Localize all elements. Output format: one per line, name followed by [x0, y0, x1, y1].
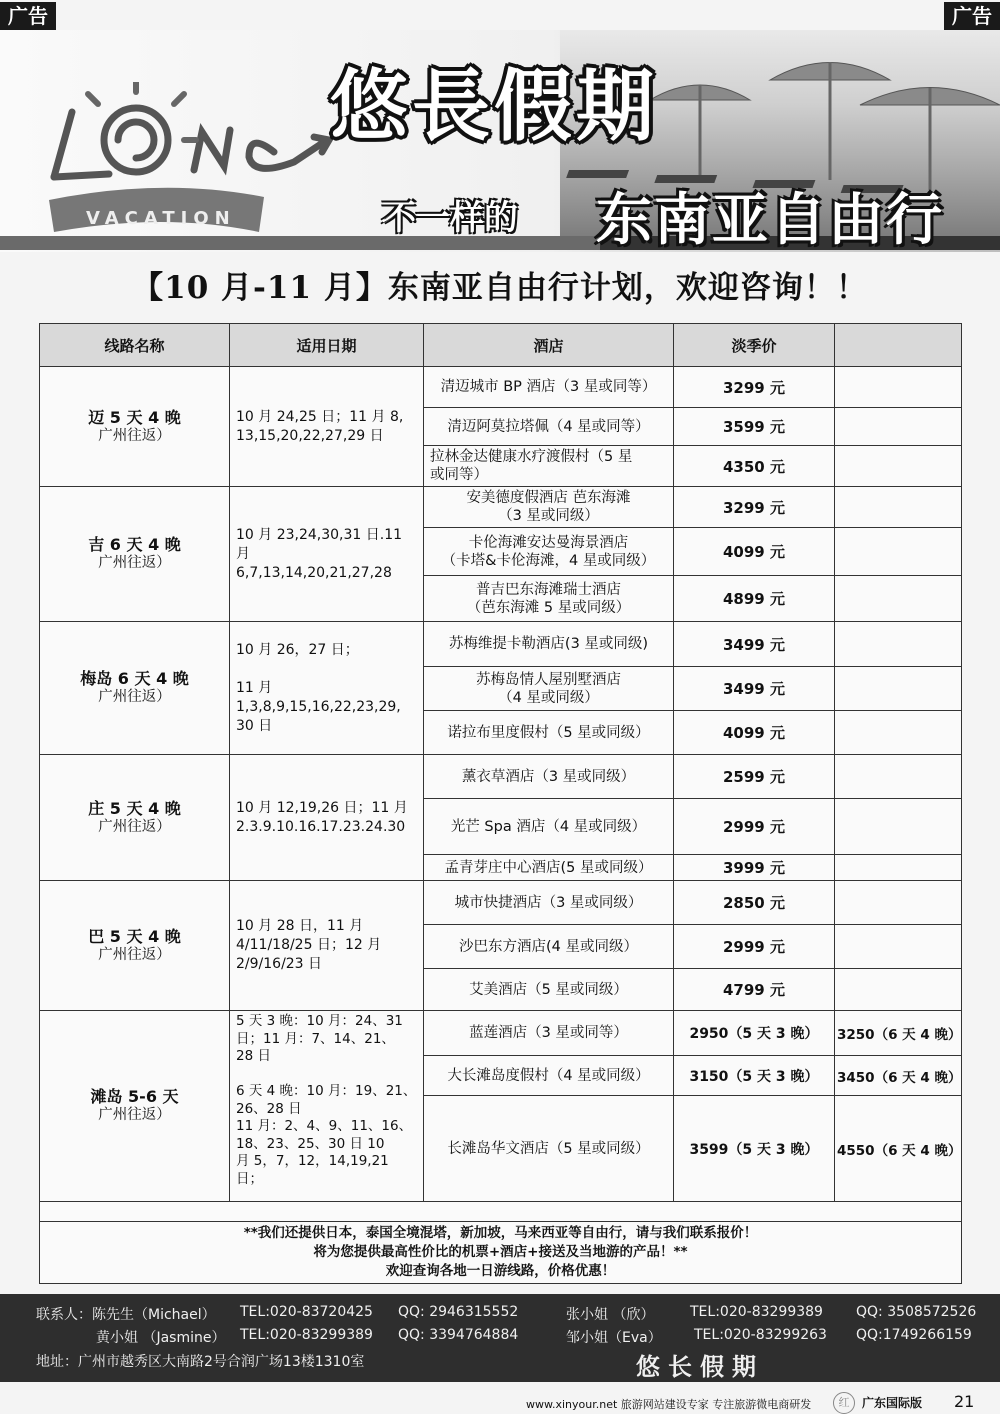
table-row: [40, 487, 962, 528]
hotel-name: 大长滩岛度假村（4 星或同级）: [424, 1056, 674, 1096]
note-line: 将为您提供最高性价比的机票+酒店+接送及当地游的产品！**: [313, 1244, 688, 1260]
banner: [0, 30, 1000, 252]
hotel-price: 4350 元: [674, 446, 835, 487]
note-line: **我们还提供日本，泰国全境混塔，新加坡，马来西亚等自由行，请与我们联系报价！: [243, 1225, 758, 1241]
long-vacation-logo: [24, 82, 344, 242]
route-sub: 广州往返）: [98, 946, 171, 963]
hotel-price-extra: [835, 528, 962, 576]
contact-2-name: 张小姐 （欣）: [566, 1307, 655, 1323]
route-sub: 广州往返）: [98, 427, 171, 444]
route-name: 吉 6 天 4 晚: [88, 535, 181, 554]
contact-1-qq: QQ: 2946315552: [398, 1304, 519, 1320]
hotel-name: 诺拉布里度假村（5 星或同级）: [424, 711, 674, 755]
ad-tag-left: 广告: [0, 2, 56, 30]
itinerary-table: [39, 323, 962, 1284]
hotel-price: 4099 元: [674, 528, 835, 576]
table-row: [40, 881, 962, 925]
hotel-name: 卡伦海滩安达曼海景酒店 （卡塔&卡伦海滩，4 星或同级）: [424, 528, 674, 576]
hotel-price: 3999 元: [674, 855, 835, 881]
note-line: 欢迎查询各地一日游线路，价格优惠！: [385, 1263, 616, 1279]
contact-3-name: 黄小姐 （Jasmine）: [96, 1330, 226, 1346]
hotel-price: 3499 元: [674, 622, 835, 667]
contact-2-tel: TEL:020-83299389: [690, 1304, 823, 1320]
footer-site: www.xinyour.net 旅游网站建设专家 专注旅游微电商研发: [526, 1398, 812, 1411]
table-row: [40, 367, 962, 408]
hotel-price: 2599 元: [674, 755, 835, 799]
table-row: [40, 755, 962, 799]
tagline-small: 不一样的: [382, 198, 518, 238]
route-sub: 广州往返）: [98, 1107, 171, 1123]
column-header-hotel: 酒店: [424, 324, 674, 367]
table-row: [40, 1011, 962, 1056]
hotel-name: 苏梅岛情人屋别墅酒店 （4 星或同级）: [424, 667, 674, 711]
hotel-price: 3299 元: [674, 367, 835, 408]
contact-4-tel: TEL:020-83299263: [694, 1327, 827, 1343]
note-cell: [40, 1222, 962, 1284]
note-row: [40, 1222, 962, 1284]
contact-2-qq: QQ: 3508572526: [856, 1304, 977, 1320]
hotel-name: 长滩岛华文酒店（5 星或同级）: [424, 1096, 674, 1202]
hotel-price: 3299 元: [674, 487, 835, 528]
column-header-dates: 适用日期: [230, 324, 424, 367]
hotel-name: 清迈阿莫拉塔佩（4 星或同等）: [424, 408, 674, 446]
route-cell: [40, 755, 230, 881]
hotel-name: 艾美酒店（5 星或同级）: [424, 969, 674, 1011]
hotel-name: 苏梅维提卡勒酒店(3 星或同级): [424, 622, 674, 667]
route-dates: 10 月 23,24,30,31 日.11 月 6,7,13,14,20,21,27,28: [230, 487, 424, 622]
contact-3-qq: QQ: 3394764884: [398, 1327, 519, 1343]
route-name: 迈 5 天 4 晚: [88, 407, 181, 427]
hotel-price-extra: [835, 881, 962, 925]
hotel-price-extra: [835, 667, 962, 711]
footer-edition: 广东国际版: [862, 1396, 923, 1410]
hotel-price-extra: [835, 755, 962, 799]
tagline-big: 东南亚自由行: [596, 188, 944, 252]
hotel-price: 4899 元: [674, 576, 835, 622]
contact-3-tel: TEL:020-83299389: [240, 1327, 373, 1343]
hotel-price-extra: 3250（6 天 4 晚）: [835, 1011, 962, 1056]
hotel-price-extra: [835, 925, 962, 969]
hotel-price: 2850 元: [674, 881, 835, 925]
hotel-name: 薰衣草酒店（3 星或同级）: [424, 755, 674, 799]
contact-bar: [0, 1294, 1000, 1382]
hotel-name: 安美德度假酒店 芭东海滩 （3 星或同级）: [424, 487, 674, 528]
hotel-name: 普吉巴东海滩瑞士酒店 （芭东海滩 5 星或同级）: [424, 576, 674, 622]
logo-text: VACATION: [86, 208, 236, 229]
route-name: 庄 5 天 4 晚: [88, 798, 181, 818]
hotel-price: 3599 元: [674, 408, 835, 446]
route-dates: 10 月 12,19,26 日；11 月 2.3.9.10.16.17.23.24.30: [230, 755, 424, 881]
headline: 【10 月-11 月】东南亚自由行计划，欢迎咨询！！: [132, 270, 868, 306]
spacer-cell: [40, 1202, 962, 1222]
route-dates: 5 天 3 晚：10 月：24、31 日；11 月：7、14、21、 28 日 6 天 4 晚：10 月：19、21、 26、28 日 11 月：2、4、9、11、16、 18、23、25、30 日 10 月 5，7，12，14,19,21 日；: [230, 1011, 424, 1202]
hotel-name: 孟青芽庄中心酒店(5 星或同级）: [424, 855, 674, 881]
table-spacer-row: [40, 1202, 962, 1222]
route-cell: [40, 1011, 230, 1202]
hotel-name: 清迈城市 BP 酒店（3 星或同等）: [424, 367, 674, 408]
hotel-price-extra: [835, 855, 962, 881]
hotel-price-extra: [835, 367, 962, 408]
brand-title: 悠長假期: [330, 62, 659, 152]
hotel-price-extra: [835, 799, 962, 855]
contact-1-name: 联系人：陈先生（Michael）: [36, 1307, 216, 1323]
route-sub: 广州往返）: [98, 555, 171, 571]
route-sub: 广州往返）: [98, 689, 171, 705]
table-row: [40, 622, 962, 667]
table-header-row: [40, 324, 962, 367]
hotel-name: 沙巴东方酒店(4 星或同级）: [424, 925, 674, 969]
contact-1-tel: TEL:020-83720425: [240, 1304, 373, 1320]
hotel-price-extra: [835, 969, 962, 1011]
hotel-price-extra: [835, 711, 962, 755]
hotel-name: 拉林金达健康水疗渡假村（5 星 或同等）: [424, 446, 674, 487]
address: 地址：广州市越秀区大南路2号合润广场13楼1310室: [36, 1354, 365, 1370]
route-cell: [40, 367, 230, 487]
route-name: 梅岛 6 天 4 晚: [80, 669, 189, 688]
route-cell: [40, 622, 230, 755]
ad-tag-right: 广告: [944, 2, 1000, 30]
column-header-route: 线路名称: [40, 324, 230, 367]
hotel-price-extra: 4550（6 天 4 晚）: [835, 1096, 962, 1202]
hotel-price: 2950（5 天 3 晚）: [674, 1011, 835, 1056]
route-cell: [40, 881, 230, 1011]
contact-4-qq: QQ:1749266159: [856, 1327, 972, 1343]
hotel-price-extra: [835, 576, 962, 622]
column-header-price: 淡季价: [674, 324, 835, 367]
hotel-price: 3150（5 天 3 晚）: [674, 1056, 835, 1096]
slogan: 悠长假期: [636, 1353, 764, 1381]
hotel-price: 2999 元: [674, 925, 835, 969]
hotel-name: 光芒 Spa 酒店（4 星或同级）: [424, 799, 674, 855]
hotel-price: 3599（5 天 3 晚）: [674, 1096, 835, 1202]
page-number: 21: [954, 1392, 975, 1411]
route-cell: [40, 487, 230, 622]
route-name: 巴 5 天 4 晚: [88, 926, 181, 946]
route-dates: 10 月 26，27 日； 11 月 1,3,8,9,15,16,22,23,29, 30 日: [230, 622, 424, 755]
red-seal-icon: 红: [833, 1392, 855, 1414]
hotel-price: 4099 元: [674, 711, 835, 755]
hotel-price-extra: [835, 408, 962, 446]
hotel-price: 3499 元: [674, 667, 835, 711]
route-name: 滩岛 5-6 天: [90, 1087, 179, 1106]
hotel-name: 蓝莲酒店（3 星或同等）: [424, 1011, 674, 1056]
hotel-price-extra: [835, 446, 962, 487]
hotel-price-extra: [835, 622, 962, 667]
route-dates: 10 月 28 日，11 月 4/11/18/25 日；12 月 2/9/16/23 日: [230, 881, 424, 1011]
hotel-price-extra: 3450（6 天 4 晚）: [835, 1056, 962, 1096]
hotel-price: 2999 元: [674, 799, 835, 855]
route-sub: 广州往返）: [98, 818, 171, 835]
hotel-price-extra: [835, 487, 962, 528]
contact-4-name: 邹小姐（Eva）: [566, 1330, 662, 1346]
hotel-price: 4799 元: [674, 969, 835, 1011]
column-header-extra: [835, 324, 962, 367]
hotel-name: 城市快捷酒店（3 星或同级）: [424, 881, 674, 925]
route-dates: 10 月 24,25 日；11 月 8, 13,15,20,22,27,29 日: [230, 367, 424, 487]
